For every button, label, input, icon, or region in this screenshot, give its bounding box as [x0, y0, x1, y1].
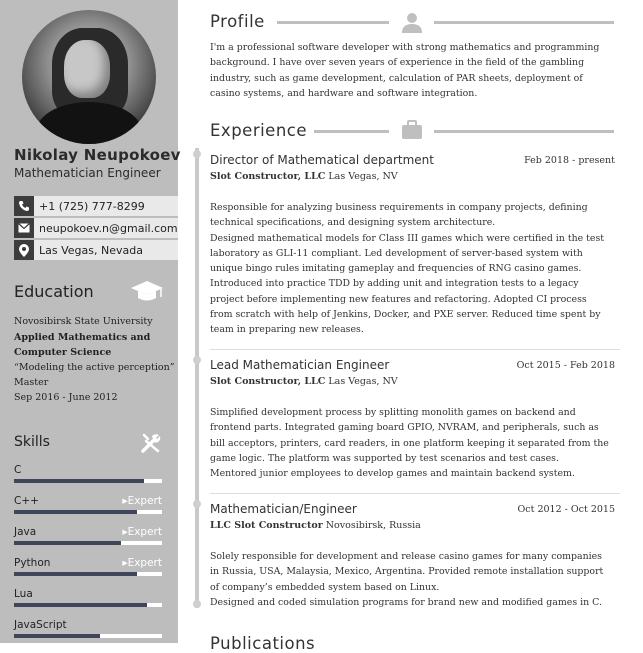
- skill-level: ▸Expert: [122, 495, 162, 507]
- skill-item: [14, 494, 162, 514]
- profile-text: I'm a professional software developer with strong mathematics and programming background. I have over seven years of experience in the field of the gambling industry, such as game development, calculation of PAR sheets, deployment of casino systems, and hardware and software integration.: [210, 42, 600, 99]
- skill-name: C: [14, 464, 22, 476]
- skill-bar: [14, 510, 162, 514]
- skill-name: Python: [14, 557, 51, 569]
- heading-rule: [314, 130, 389, 133]
- contact-phone: [14, 196, 178, 216]
- skill-bar-fill: [14, 603, 147, 607]
- timeline-dot: [193, 150, 201, 158]
- skills-heading: Skills: [14, 434, 50, 450]
- skill-name: Lua: [14, 588, 33, 600]
- skill-bar: [14, 541, 162, 545]
- skill-bar-fill: [14, 572, 137, 576]
- mail-icon: [14, 218, 34, 238]
- person-title: Mathematician Engineer: [14, 166, 161, 180]
- skill-item: [14, 525, 162, 545]
- job-company-line: [210, 376, 398, 387]
- job-dates: Feb 2018 - present: [524, 155, 615, 166]
- job-company-line: [210, 520, 421, 531]
- skill-item: [14, 463, 162, 483]
- skill-bar-fill: [14, 510, 137, 514]
- job-location: Novosibirsk, Russia: [325, 520, 421, 531]
- job-dates: Oct 2015 - Feb 2018: [516, 360, 615, 371]
- skill-bar-fill: [14, 634, 100, 638]
- contact-location: [14, 240, 178, 260]
- education-level: Master: [14, 377, 49, 388]
- heading-rule: [434, 21, 614, 24]
- skill-item: [14, 618, 162, 638]
- skill-name: JavaScript: [14, 619, 67, 631]
- person-name: Nikolay Neupokoev: [14, 146, 181, 164]
- skill-bar-fill: [14, 479, 144, 483]
- location-pin-icon: [14, 240, 34, 260]
- contact-email: [14, 218, 178, 238]
- next-section-heading: Publications: [210, 634, 316, 653]
- skill-item: [14, 587, 162, 607]
- skill-name: Java: [14, 526, 37, 538]
- heading-rule: [434, 130, 614, 133]
- skill-item: [14, 556, 162, 576]
- skill-bar: [14, 634, 162, 638]
- skill-bar: [14, 603, 162, 607]
- education-school: Novosibirsk State University: [14, 316, 153, 327]
- job-company-line: [210, 171, 398, 182]
- skill-bar-fill: [14, 541, 121, 545]
- education-degree: Applied Mathematics and Computer Science: [14, 332, 151, 358]
- briefcase-icon: [401, 120, 423, 140]
- job-description: Responsible for analyzing business requirements in company projects, defining technical specifications, and designing system architecture. Designed mathematical models for Class III games which were certified in the test laboratory as GLI-11 compliant. Led development of server-based system with unique bingo rules imitating gameplay and frequencies of RNG casino games. Introduced into practice TDD by adding unit and integration tests to a legacy project before implementing new features and refactoring. Adopted CI process from scratch with help of Jenkins, Docker, and PXE server. Reduced time spent by team in preparing new releases.: [210, 202, 605, 336]
- job-separator: [210, 493, 620, 494]
- graduation-cap-icon: [130, 280, 164, 304]
- job-description: Solely responsible for development and release casino games for many companies in Russia, USA, Malaysia, Mexico, Argentina. Provided remote installation support of company’s embedded system based on Linux. Designed and coded simulation programs for brand new and modified games in C.: [210, 551, 604, 608]
- education-thesis: “Modeling the active perception”: [14, 362, 175, 373]
- skill-bar: [14, 572, 162, 576]
- job-title: Lead Mathematician Engineer: [210, 358, 390, 372]
- job-company: LLC Slot Constructor: [210, 520, 323, 531]
- sidebar: [0, 0, 181, 643]
- email-text[interactable]: neupokoev.n@gmail.com: [39, 221, 178, 235]
- profile-heading: Profile: [210, 12, 265, 31]
- education-heading: Education: [14, 282, 94, 301]
- heading-rule: [277, 21, 389, 24]
- job-title: Director of Mathematical department: [210, 153, 434, 167]
- phone-text: +1 (725) 777-8299: [39, 199, 145, 213]
- tools-icon: [140, 432, 162, 454]
- skill-name: C++: [14, 495, 39, 507]
- timeline-line: [195, 148, 199, 608]
- person-icon: [401, 11, 423, 33]
- job-location: Las Vegas, NV: [328, 171, 398, 182]
- phone-icon: [14, 196, 34, 216]
- skill-bar: [14, 479, 162, 483]
- profile-photo: [22, 10, 156, 144]
- job-location: Las Vegas, NV: [328, 376, 398, 387]
- job-company: Slot Constructor, LLC: [210, 376, 326, 387]
- timeline-dot: [193, 500, 201, 508]
- job-title: Mathematician/Engineer: [210, 502, 357, 516]
- job-company: Slot Constructor, LLC: [210, 171, 326, 182]
- skill-level: ▸Expert: [122, 526, 162, 538]
- location-text: Las Vegas, Nevada: [39, 243, 143, 257]
- experience-heading: Experience: [210, 121, 308, 140]
- job-separator: [210, 349, 620, 350]
- timeline-dot: [193, 356, 201, 364]
- job-dates: Oct 2012 - Oct 2015: [517, 504, 615, 515]
- skill-level: ▸Expert: [122, 557, 162, 569]
- job-description: Simplified development process by splitting monolith games on backend and frontend parts. Integrated gaming board GPIO, NVRAM, and peripherals, such as bill acceptors, printers, card readers, in one platform keeping it separated from the game logic. The platform was supported by test scenarios and test cases. Mentored junior employees to develop games and maintain backend system.: [210, 407, 609, 480]
- education-dates: Sep 2016 - June 2012: [14, 392, 118, 403]
- timeline-dot: [193, 600, 201, 608]
